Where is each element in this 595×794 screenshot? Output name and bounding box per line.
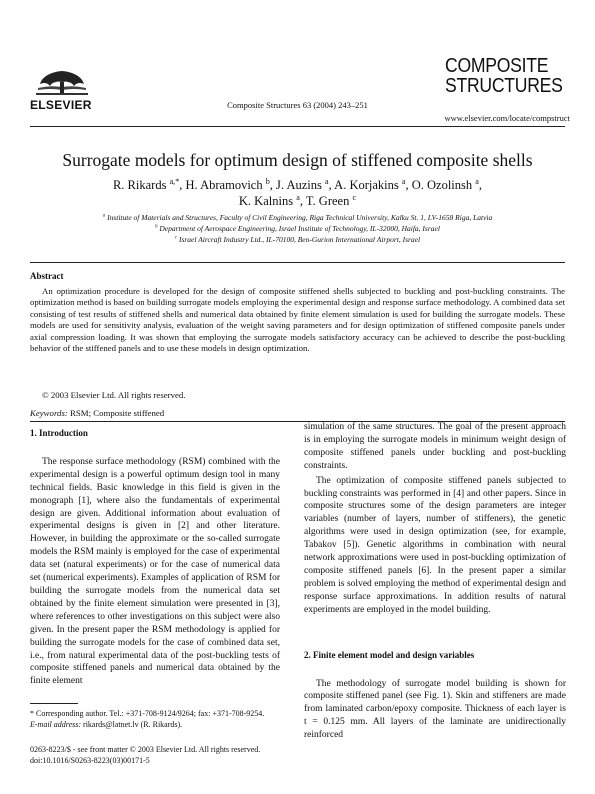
abstract-body: An optimization procedure is developed for the design of composite stiffened shells subjected to buckling and post-buckling constraints. The optimization method is based on building surrogate models employing the experimental design and response surface methodology. A combined data set consisting of test results of stiffened shells and numerical data obtained by finite element simulation is used for building the surrogate models. These models are used for sensitivity analysis, evaluation of the weight saving parameters and for design optimization of stiffened composite panels under axial compression loading. It was shown that employing the surrogate models satisfactory accuracy can be achieved to describe the post-buckling behavior of the stiffened panels and to use these models in design optimization.: [30, 286, 565, 354]
publisher-name: ELSEVIER: [30, 98, 92, 112]
elsevier-tree-logo-icon: [30, 68, 94, 96]
keywords: [30, 408, 164, 418]
section-1-heading: 1. Introduction: [30, 428, 88, 438]
keywords-value: RSM; Composite stiffened: [70, 408, 165, 418]
journal-citation: Composite Structures 63 (2004) 243–251: [227, 100, 368, 110]
header-rule: [30, 126, 565, 127]
doi-line[interactable]: doi:10.1016/S0263-8223(03)00171-5: [30, 756, 150, 765]
authors: [60, 177, 535, 209]
section-2-heading: 2. Finite element model and design variables: [304, 649, 475, 660]
affiliation-b: $^b$ Department of Aerospace Engineering, Israel Institute of Technology, IL-32000, Haifa, Israel: [155, 224, 440, 233]
affiliation-a: $^a$ Institute of Materials and Structures, Faculty of Civil Engineering, Riga Technical University, Kalku St. 1, LV-1658 Riga, Latvia: [102, 213, 493, 222]
abstract-heading: Abstract: [30, 271, 64, 281]
keywords-label: Keywords:: [30, 408, 68, 418]
affiliation-c: $^c$ Israel Aircraft Industry Ltd., IL-70100, Ben-Gurion International Airport, Israel: [174, 235, 421, 244]
footnote: [30, 708, 280, 730]
footnote-rule: [30, 703, 78, 704]
brand-line-1: COMPOSITE: [445, 55, 549, 77]
abstract-rule-top: [30, 262, 565, 263]
section-2-paragraph-1: The methodology of surrogate model building is shown for composite stiffened panel (see Fig. 1). Skin and stiffeners are made from laminated carbon/epoxy composite. Thickness of each layer is t = 0.125 mm. All layers of the laminate are unidirectionally reinforced: [304, 678, 566, 741]
section-1-paragraph-1: The response surface methodology (RSM) combined with the experimental design is a powerful optimum design tool in many technical fields. Basic knowledge in this field is given in the monograph [1], where also the fundamentals of experimental design are given. Additional information about evaluation of experimental designs is given in [2] and other literature. However, in building the approximate or the so-called surrogate models the RSM mainly is employed for the case of experimental data set (natural experiments) or for the case of numerical data set (numerical experiments). Examples of application of RSM for building the surrogate models from the numerical data set obtained by the finite element simulation were presented in [3], where references to other investigations on this subject were also given. In the present paper the RSM methodology is applied for building the surrogate models for the case of combined data set, i.e., from natural experimental data of the post-buckling tests of composite stiffened panels and numerical data obtained by the finite element: [30, 456, 280, 687]
abstract-copyright: © 2003 Elsevier Ltd. All rights reserved.: [42, 390, 186, 400]
brand-line-2: STRUCTURES: [445, 75, 563, 97]
authors-line-1: R. Rikards $^{a,*}$, H. Abramovich $^b$, J. Auzins $^a$, A. Korjakins $^a$, O. Ozolinsh $^a$,: [112, 176, 483, 192]
section-1-paragraph-2: The optimization of composite stiffened panels subjected to buckling constraints was performed in [4] and other papers. Since in composite structures some of the design parameters are integer variables (number of layers, number of stiffeners), the genetic algorithms were used in design optimization (see, for example, Tabakov [5]). Genetic algorithms in combination with neural network approximations were used in post-buckling optimization of composite stiffened panels [6]. In the present paper a similar problem is solved employing the method of experimental design and response surface approximations. In addition results of natural experiments are employed in the model building.: [304, 475, 566, 615]
issn-line: 0263-8223/$ - see front matter © 2003 Elsevier Ltd. All rights reserved.: [30, 745, 261, 754]
authors-line-2: K. Kalnins $^a$, T. Green $^c$: [238, 192, 357, 208]
email-label: E-mail address:: [30, 720, 82, 729]
journal-url[interactable]: www.elsevier.com/locate/compstruct: [444, 113, 570, 123]
bottom-identifiers: [30, 744, 260, 766]
corresponding-author-note: * Corresponding author. Tel.: +371-708-9124/9264; fax: +371-708-9254.: [30, 709, 265, 718]
right-column: [304, 421, 566, 742]
left-column: [30, 427, 280, 688]
email-link[interactable]: rikards@latnet.lv (R. Rikards).: [83, 720, 183, 729]
section-1-paragraph-1-continued: simulation of the same structures. The goal of the present approach is in employing the surrogate models in minimum weight design of composite stiffened panels under buckling and post-buckling constraints.: [304, 422, 566, 471]
article-title: Surrogate models for optimum design of stiffened composite shells: [62, 150, 533, 170]
journal-brand: [445, 56, 565, 96]
